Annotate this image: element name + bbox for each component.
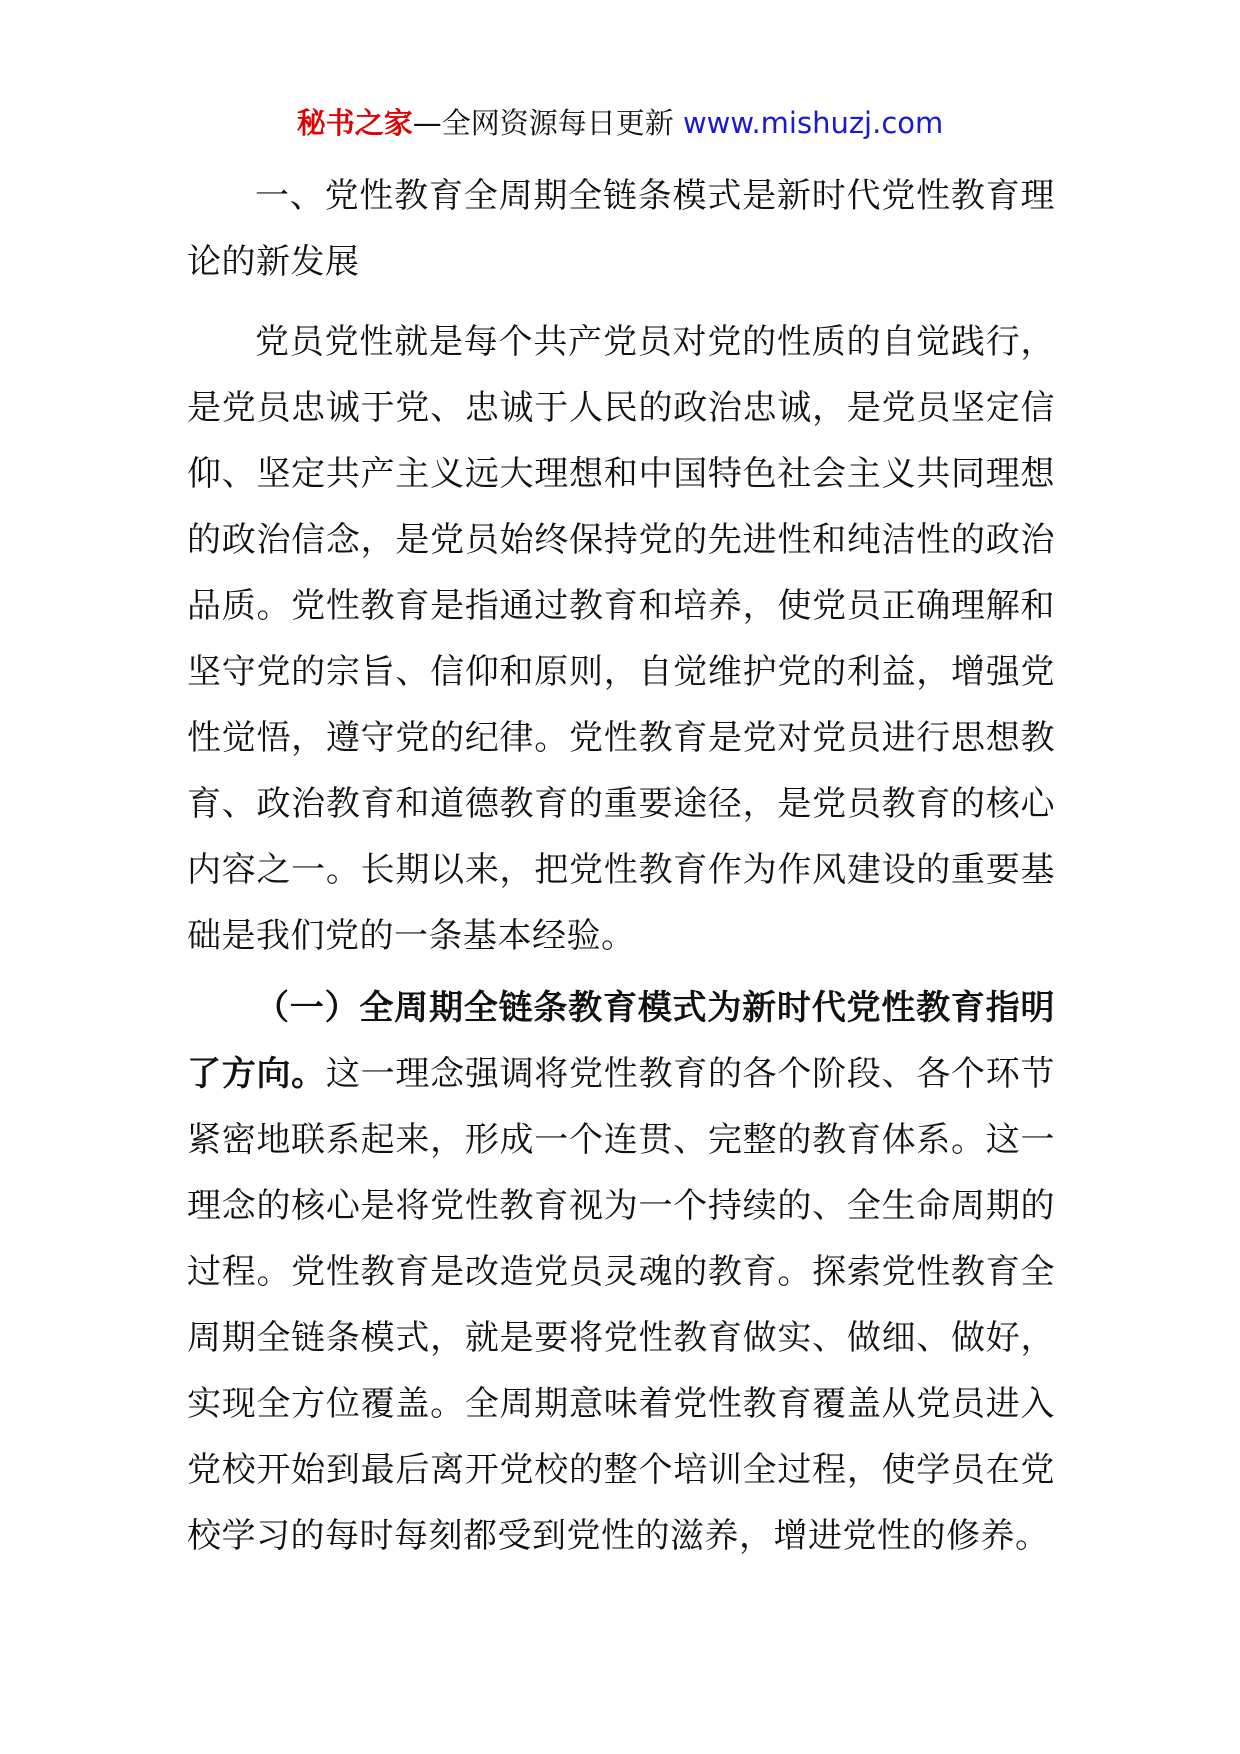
paragraph-party-spirit: 党员党性就是每个共产党员对党的性质的自觉践行，是党员忠诚于党、忠诚于人民的政治忠诚，是党员坚定信仰、坚定共产主义远大理想和中国特色社会主义共同理想的政治信念，是党员始终保持党的先进性和纯洁性的政治品质。党性教育是指通过教育和培养，使党员正确理解和坚守党的宗旨、信仰和原则，自觉维护党的利益，增强党性觉悟，遵守党的纪律。党性教育是党对党员进行思想教育、政治教育和道德教育的重要途径，是党员教育的核心内容之一。长期以来，把党性教育作为作风建设的重要基础是我们党的一条基本经验。 — [187, 322, 1055, 956]
paragraph-full-cycle — [187, 975, 1055, 1569]
document-body — [187, 163, 1055, 1569]
paragraph-full-cycle-text: 这一理念强调将党性教育的各个阶段、各个环节紧密地联系起来，形成一个连贯、完整的教育体系。这一理念的核心是将党性教育视为一个持续的、全生命周期的过程。党性教育是改造党员灵魂的教育。探索党性教育全周期全链条模式，就是要将党性教育做实、做细、做好，实现全方位覆盖。全周期意味着党性教育覆盖从党员进入党校开始到最后离开党校的整个培训全过程，使学员在党校学习的每时每刻都受到党性的滋养，增进党性的修养。 — [187, 1054, 1056, 1556]
brand-name: 秘书之家 — [296, 106, 413, 140]
site-banner — [0, 103, 1240, 143]
banner-slogan: —全网资源每日更新 — [412, 106, 683, 140]
section-heading: 一、党性教育全周期全链条模式是新时代党性教育理论的新发展 — [187, 176, 1055, 282]
subsection-lead: （一）全周期全链条教育模式为新时代党性教育指明了方向。 — [187, 988, 1055, 1094]
site-url-link[interactable]: www.mishuzj.com — [682, 106, 944, 140]
